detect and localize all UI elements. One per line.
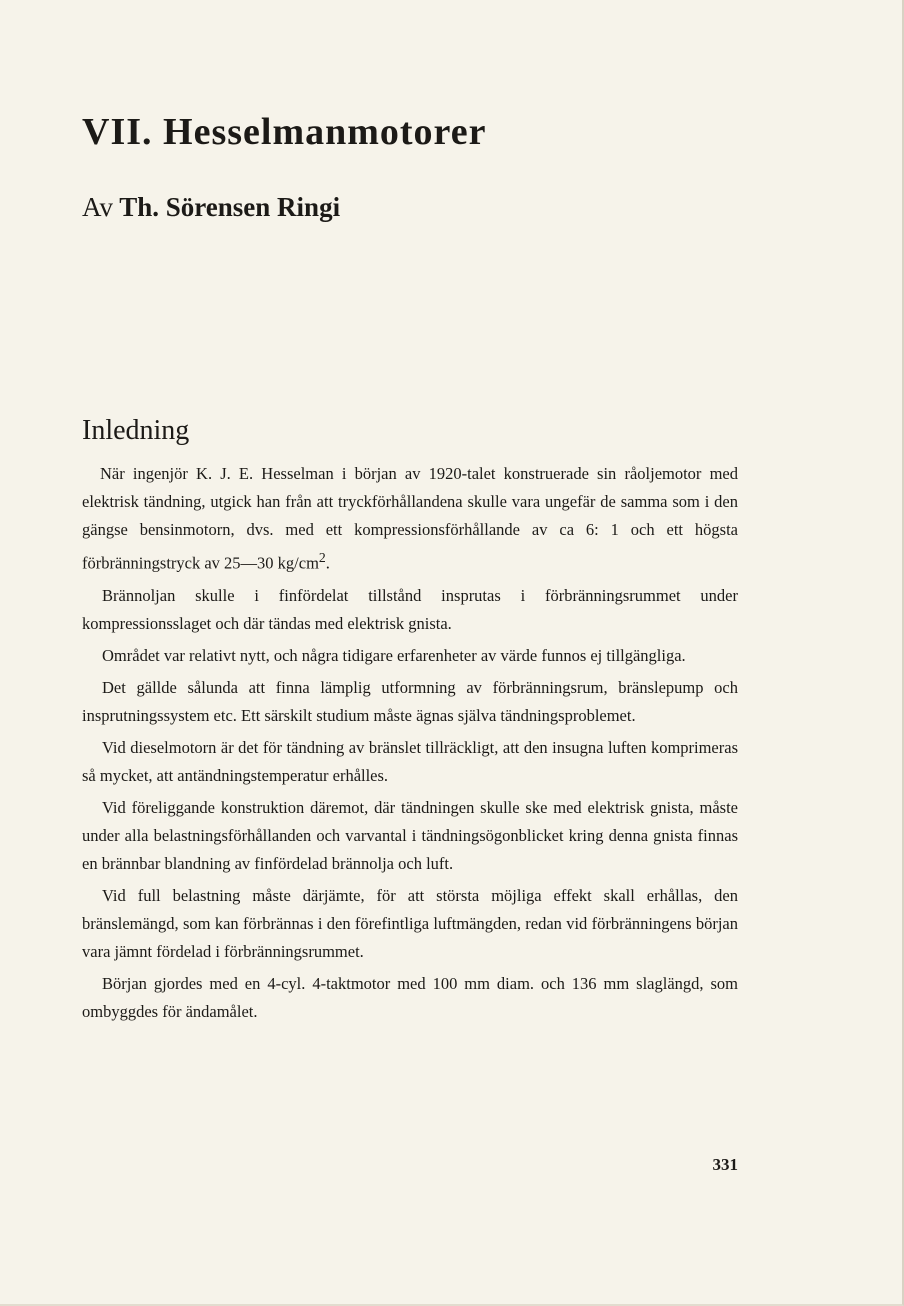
chapter-title: VII. Hesselmanmotorer bbox=[82, 111, 487, 153]
paragraph-3: Området var relativt nytt, och några tidigare erfarenheter av värde funnos ej tillgängliga. bbox=[102, 645, 686, 665]
author-prefix: Av bbox=[82, 192, 113, 222]
paragraph-6: Vid föreliggande konstruktion däremot, där tändningen skulle ske med elektrisk gnista, måste under alla belastningsförhållanden och varvantal i tändningsögonblicket kring denna gnista finnas en brännbar blandning av finfördelad brännolja och luft. bbox=[82, 797, 738, 873]
paragraph-1-text: När ingenjör K. J. E. Hesselman i början av 1920-talet konstruerade sin råoljemotor med elektrisk tändning, utgick han från att tryckförhållandena skulle vara ungefär de samma som i den gängse bensinmotorn, dvs. med ett kompressionsförhållande av ca 6: 1 och ett högsta förbränningstryck av 25—30 kg/cm bbox=[82, 464, 738, 573]
unit-superscript: 2 bbox=[318, 550, 326, 565]
paragraph-1-end: . bbox=[325, 553, 330, 573]
paragraph-4: Det gällde sålunda att finna lämplig utformning av förbränningsrum, bränslepump och insprutningssystem etc. Ett särskilt studium måste ägnas själva tändningsproblemet. bbox=[82, 677, 738, 725]
paragraph-1 bbox=[82, 460, 738, 578]
section-heading: Inledning bbox=[82, 415, 190, 446]
author-line bbox=[82, 192, 340, 223]
paragraph-8: Början gjordes med en 4-cyl. 4-taktmotor med 100 mm diam. och 136 mm slaglängd, som ombyggdes för ändamålet. bbox=[82, 973, 738, 1021]
paragraph-5: Vid dieselmotorn är det för tändning av bränslet tillräckligt, att den insugna luften komprimeras så mycket, att antändningstemperatur erhålles. bbox=[82, 737, 738, 785]
paragraph-2: Brännoljan skulle i finfördelat tillstånd insprutas i förbränningsrummet under kompressionsslaget och där tändas med elektrisk gnista. bbox=[82, 585, 738, 633]
page-number: 331 bbox=[712, 1155, 738, 1174]
paragraph-7: Vid full belastning måste därjämte, för att största möjliga effekt skall erhållas, den bränslemängd, som kan förbrännas i den förefintliga luftmängden, redan vid förbränningens början vara jämnt fördelad i förbränningsrummet. bbox=[82, 885, 738, 961]
body-text bbox=[82, 460, 738, 1030]
author-name: Th. Sörensen Ringi bbox=[119, 192, 341, 222]
